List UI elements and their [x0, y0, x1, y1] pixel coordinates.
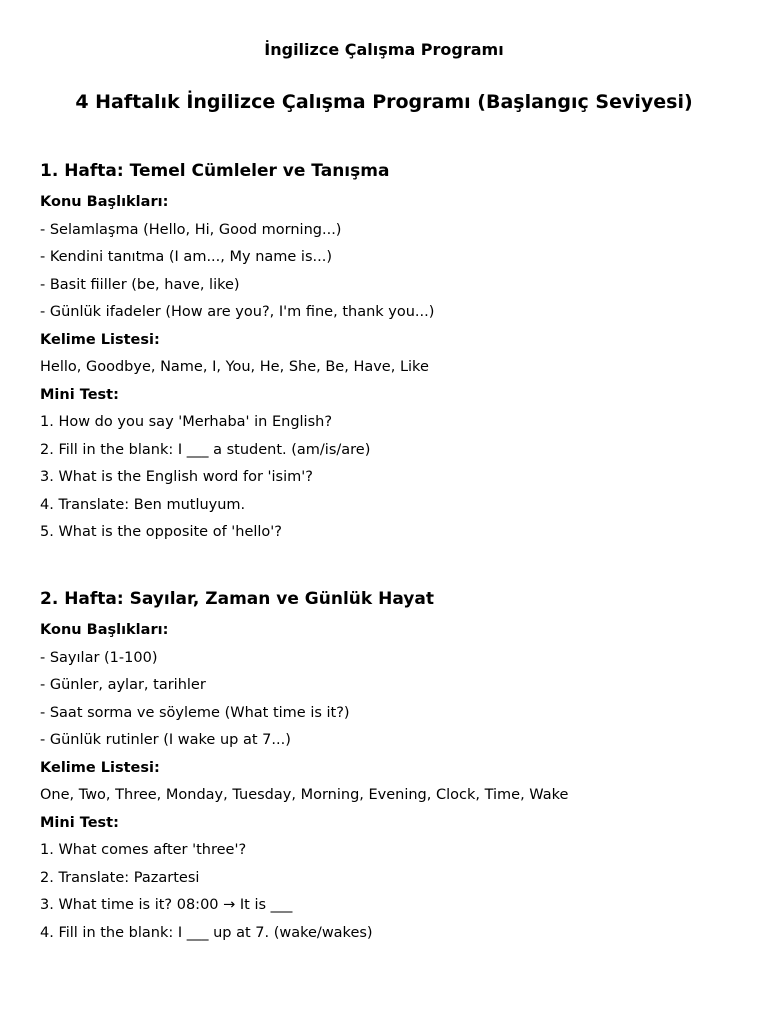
test-question: 4. Translate: Ben mutluyum.	[40, 496, 246, 513]
week-2-topics-label: Konu Başlıkları:	[40, 622, 169, 638]
week-2-heading: 2. Hafta: Sayılar, Zaman ve Günlük Hayat	[40, 589, 434, 609]
document-title: 4 Haftalık İngilizce Çalışma Programı (Başlangıç Seviyesi)	[75, 91, 693, 113]
topic-item: - Selamlaşma (Hello, Hi, Good morning...)	[40, 221, 342, 238]
test-question: 1. How do you say 'Merhaba' in English?	[40, 414, 333, 430]
week-2-test-list	[40, 837, 740, 947]
week-2-topics-list	[40, 645, 740, 755]
week-1-test-list	[40, 409, 740, 547]
topic-item: - Kendini tanıtma (I am..., My name is...)	[40, 249, 332, 265]
week-2-vocab-list: One, Two, Three, Monday, Tuesday, Morning, Evening, Clock, Time, Wake	[40, 787, 569, 803]
week-1-vocab-label: Kelime Listesi:	[40, 331, 160, 348]
topic-item: - Günler, aylar, tarihler	[40, 677, 206, 693]
week-2-section	[40, 587, 740, 947]
week-2-test-label: Mini Test:	[40, 814, 119, 831]
test-question: 1. What comes after 'three'?	[40, 842, 247, 858]
topic-item: - Sayılar (1-100)	[40, 649, 158, 666]
test-question: 3. What time is it? 08:00 → It is ___	[40, 897, 293, 913]
week-2-vocab-label: Kelime Listesi:	[40, 759, 160, 776]
week-1-heading: 1. Hafta: Temel Cümleler ve Tanışma	[40, 161, 390, 181]
week-1-section	[40, 159, 740, 547]
test-question: 2. Fill in the blank: I ___ a student. (am/is/are)	[40, 441, 371, 458]
test-question: 4. Fill in the blank: I ___ up at 7. (wake/wakes)	[40, 924, 373, 941]
topic-item: - Günlük rutinler (I wake up at 7...)	[40, 732, 291, 748]
topic-item: - Saat sorma ve söyleme (What time is it?)	[40, 704, 350, 721]
document-header: İngilizce Çalışma Programı	[264, 40, 504, 59]
week-1-vocab-list: Hello, Goodbye, Name, I, You, He, She, Be, Have, Like	[40, 359, 429, 375]
topic-item: - Günlük ifadeler (How are you?, I'm fine, thank you...)	[40, 304, 435, 320]
topic-item: - Basit fiiller (be, have, like)	[40, 276, 240, 293]
test-question: 5. What is the opposite of 'hello'?	[40, 524, 282, 540]
test-question: 2. Translate: Pazartesi	[40, 869, 200, 886]
week-1-topics-label: Konu Başlıkları:	[40, 194, 169, 210]
week-1-test-label: Mini Test:	[40, 386, 119, 403]
test-question: 3. What is the English word for 'isim'?	[40, 469, 313, 485]
week-1-topics-list	[40, 217, 740, 327]
